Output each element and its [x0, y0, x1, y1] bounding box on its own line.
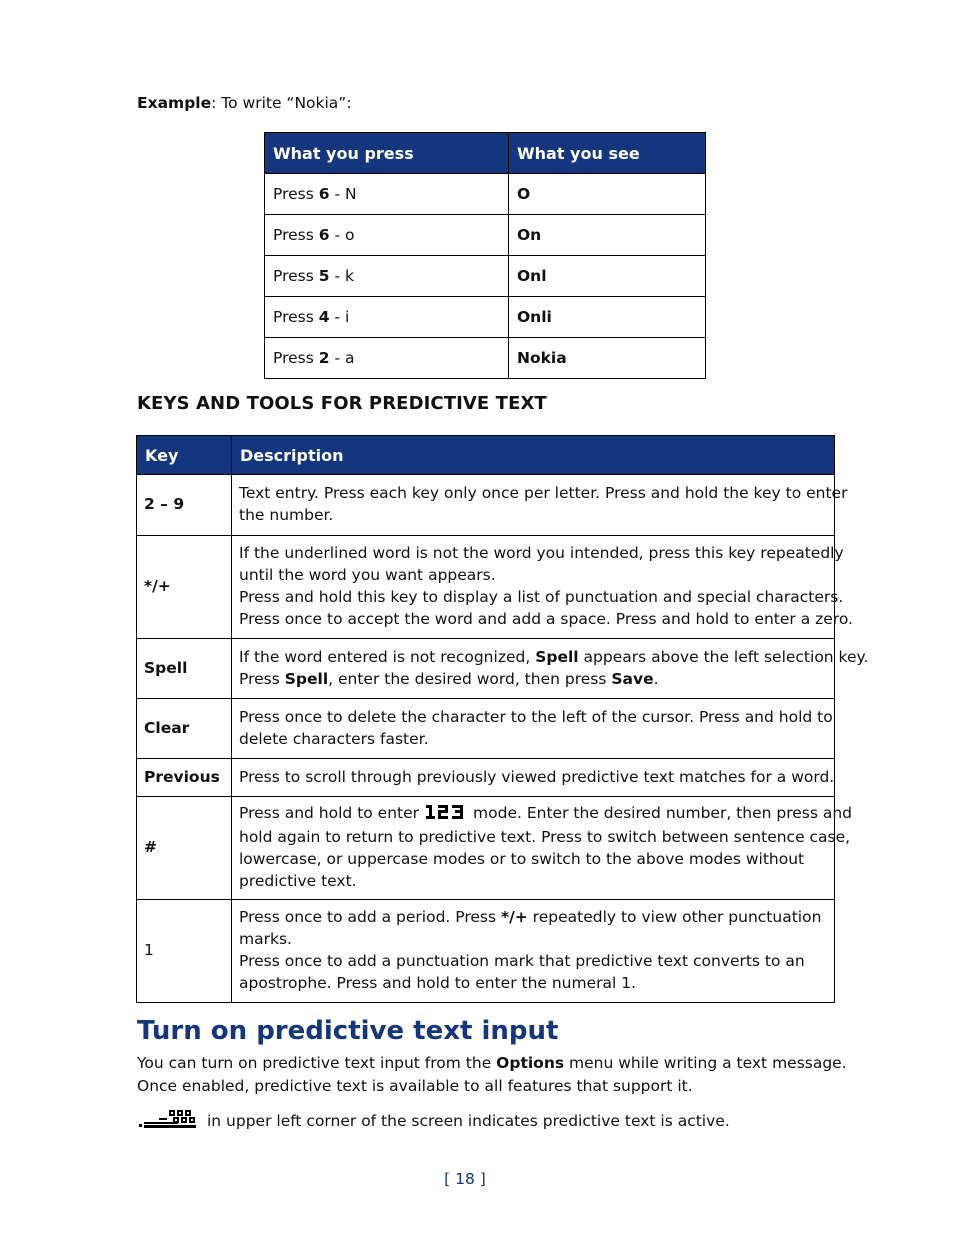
table-row [137, 639, 835, 699]
header-description: Description [232, 436, 835, 475]
description-cell: If the underlined word is not the word you intended, press this key repeatedly until the word you want appears. Press and hold this key to display a list of punctuation and special characters. Press once to accept the word and add a space. Press and hold to enter a zero. [232, 536, 835, 639]
keys-heading: KEYS AND TOOLS FOR PREDICTIVE TEXT [137, 393, 547, 414]
description-cell: Press once to delete the character to the left of the cursor. Press and hold to delete characters faster. [232, 699, 835, 759]
table-row [137, 536, 835, 639]
table-row [137, 759, 835, 797]
key-cell: */+ [137, 536, 232, 639]
description-cell: If the word entered is not recognized, Spell appears above the left selection key. Press Spell, enter the desired word, then press Save. [232, 639, 835, 699]
table-row [265, 174, 706, 215]
table-row [137, 797, 835, 900]
page-number: [ 18 ] [444, 1170, 486, 1188]
key-cell: Previous [137, 759, 232, 797]
description-cell: Text entry. Press each key only once per letter. Press and hold the key to enter the number. [232, 475, 835, 536]
table-row [265, 256, 706, 297]
key-cell: Clear [137, 699, 232, 759]
press-table [264, 132, 706, 379]
result-cell: O [509, 174, 706, 215]
section-title: Turn on predictive text input [137, 1016, 559, 1046]
table-row [137, 475, 835, 536]
result-cell: Onli [509, 297, 706, 338]
key-cell: Spell [137, 639, 232, 699]
indicator-text: in upper left corner of the screen indicates predictive text is active. [207, 1112, 730, 1130]
keys-table [136, 435, 869, 1003]
123-mode-icon [425, 804, 467, 827]
header-key: Key [137, 436, 232, 475]
press-cell: Press 6 - o [265, 215, 509, 256]
result-cell: Onl [509, 256, 706, 297]
keys-table-header [137, 436, 835, 475]
description-cell: Press and hold to enter mode. Enter the desired number, then press and hold again to return to predictive text. Press to switch between sentence case, lowercase, or uppercase modes or to switch to the above modes without predictive text. [232, 797, 835, 900]
key-cell: 2 – 9 [137, 475, 232, 536]
table-row [137, 699, 835, 759]
key-cell: # [137, 797, 232, 900]
press-cell: Press 2 - a [265, 338, 509, 379]
table-row [265, 215, 706, 256]
example-line [137, 94, 352, 112]
description-cell: Press to scroll through previously viewed predictive text matches for a word. [232, 759, 835, 797]
header-what-you-press: What you press [265, 133, 509, 174]
table-row [137, 900, 835, 1003]
table-row [265, 338, 706, 379]
example-label: Example [137, 94, 212, 112]
indicator-line [137, 1108, 730, 1134]
description-cell: Press once to add a period. Press */+ repeatedly to view other punctuation marks. Press once to add a punctuation mark that predictive text converts to an apostrophe. Press and hold to enter the numeral 1. [232, 900, 835, 1003]
header-what-you-see: What you see [509, 133, 706, 174]
example-text: : To write “Nokia”: [211, 94, 352, 112]
press-cell: Press 6 - N [265, 174, 509, 215]
press-table-header [265, 133, 706, 174]
predictive-text-indicator-icon [137, 1108, 207, 1134]
key-cell: 1 [137, 900, 232, 1003]
press-cell: Press 5 - k [265, 256, 509, 297]
press-cell: Press 4 - i [265, 297, 509, 338]
result-cell: On [509, 215, 706, 256]
section-paragraph: You can turn on predictive text input from the Options menu while writing a text message. Once enabled, predictive text is available to all features that support it. [137, 1054, 847, 1095]
table-row [265, 297, 706, 338]
result-cell: Nokia [509, 338, 706, 379]
